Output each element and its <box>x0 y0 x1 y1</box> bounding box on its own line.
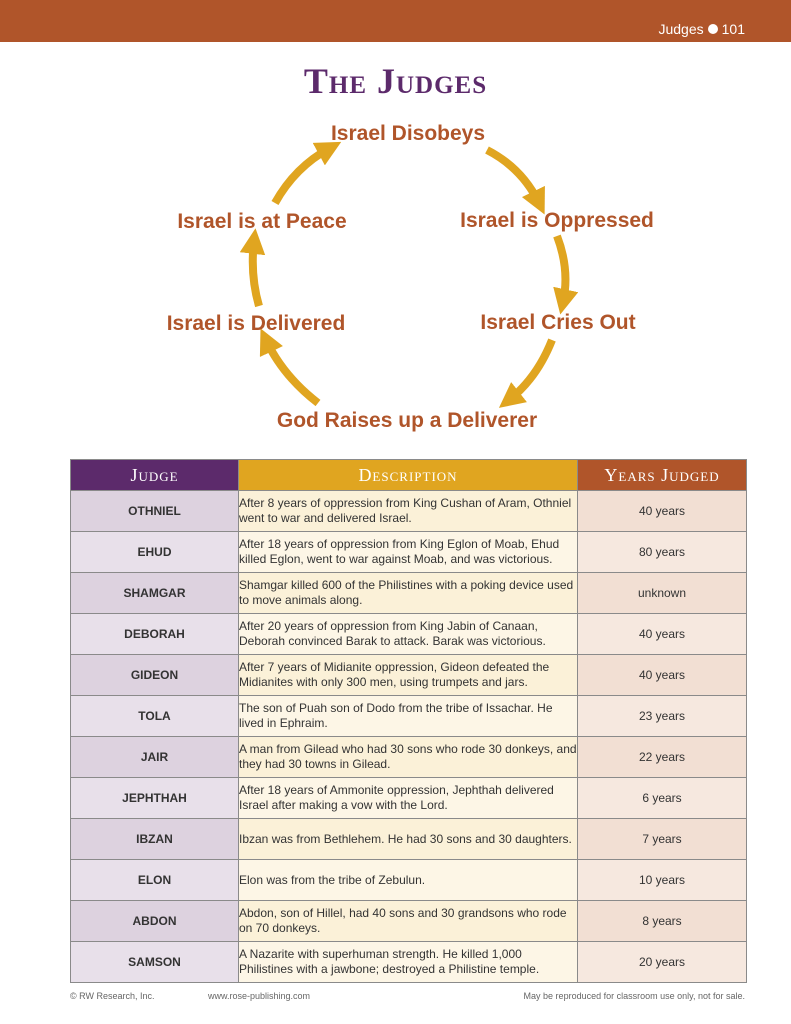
header-description: Description <box>239 460 578 491</box>
judge-name: GIDEON <box>71 655 239 696</box>
judge-description: After 18 years of oppression from King Eglon of Moab, Ehud killed Eglon, went to war against Moab, and was victorious. <box>239 532 578 573</box>
judge-description: A man from Gilead who had 30 sons who rode 30 donkeys, and they had 30 towns in Gilead. <box>239 737 578 778</box>
judge-years: unknown <box>578 573 747 614</box>
judge-years: 22 years <box>578 737 747 778</box>
judge-years: 23 years <box>578 696 747 737</box>
judge-name: OTHNIEL <box>71 491 239 532</box>
judge-years: 40 years <box>578 491 747 532</box>
judge-years: 8 years <box>578 901 747 942</box>
arrow-disobeys-to-oppressed <box>487 150 539 203</box>
table-row <box>71 573 747 614</box>
judge-description: A Nazarite with superhuman strength. He killed 1,000 Philistines with a jawbone; destroyed a Philistine temple. <box>239 942 578 983</box>
table-row <box>71 901 747 942</box>
judge-years: 20 years <box>578 942 747 983</box>
table-row <box>71 696 747 737</box>
table-row <box>71 860 747 901</box>
judge-name: ABDON <box>71 901 239 942</box>
judge-description: After 7 years of Midianite oppression, Gideon defeated the Midianites with only 300 men, using trumpets and jars. <box>239 655 578 696</box>
table-row <box>71 532 747 573</box>
page-title: The Judges <box>303 61 488 101</box>
judge-name: JEPHTHAH <box>71 778 239 819</box>
table-row <box>71 491 747 532</box>
judge-name: JAIR <box>71 737 239 778</box>
arrow-deliverer-to-delivered <box>266 340 318 403</box>
judge-description: After 8 years of oppression from King Cushan of Aram, Othniel went to war and delivered Israel. <box>239 491 578 532</box>
judge-name: IBZAN <box>71 819 239 860</box>
judge-years: 40 years <box>578 655 747 696</box>
cycle-step-delivered: Israel is Delivered <box>166 312 346 335</box>
judge-years: 10 years <box>578 860 747 901</box>
section-name: Judges <box>658 21 704 37</box>
judge-description: Abdon, son of Hillel, had 40 sons and 30 grandsons who rode on 70 donkeys. <box>239 901 578 942</box>
cycle-step-cries-out: Israel Cries Out <box>480 311 636 334</box>
judge-description: Ibzan was from Bethlehem. He had 30 sons and 30 daughters. <box>239 819 578 860</box>
header-years-judged: Years Judged <box>578 460 747 491</box>
footer-website[interactable]: www.rose-publishing.com <box>208 991 311 1001</box>
cycle-step-peace: Israel is at Peace <box>177 210 347 233</box>
judge-description: After 20 years of oppression from King Jabin of Canaan, Deborah convinced Barak to attack. Barak was victorious. <box>239 614 578 655</box>
arrow-delivered-to-peace <box>253 241 259 306</box>
judge-description: Shamgar killed 600 of the Philistines with a poking device used to move animals along. <box>239 573 578 614</box>
judge-name: EHUD <box>71 532 239 573</box>
judge-name: ELON <box>71 860 239 901</box>
arrow-peace-to-disobeys <box>275 148 330 203</box>
table-row <box>71 819 747 860</box>
judge-years: 80 years <box>578 532 747 573</box>
footer-copyright: © RW Research, Inc. <box>70 991 155 1001</box>
arrow-cries-out-to-deliverer <box>509 340 552 400</box>
judge-years: 6 years <box>578 778 747 819</box>
cycle-step-deliverer: God Raises up a Deliverer <box>276 409 538 432</box>
judge-name: TOLA <box>71 696 239 737</box>
cycle-step-disobeys: Israel Disobeys <box>330 122 486 145</box>
table-row <box>71 614 747 655</box>
footer-notice: May be reproduced for classroom use only, not for sale. <box>523 991 745 1001</box>
page-number: 101 <box>721 21 745 37</box>
judge-description: Elon was from the tribe of Zebulun. <box>239 860 578 901</box>
judge-description: After 18 years of Ammonite oppression, Jephthah delivered Israel after making a vow with the Lord. <box>239 778 578 819</box>
table-row <box>71 778 747 819</box>
header-judge: Judge <box>71 460 239 491</box>
judge-years: 40 years <box>578 614 747 655</box>
cycle-diagram <box>0 0 791 450</box>
judge-name: SAMSON <box>71 942 239 983</box>
judges-table <box>70 459 747 983</box>
judge-description: The son of Puah son of Dodo from the tribe of Issachar. He lived in Ephraim. <box>239 696 578 737</box>
judge-name: SHAMGAR <box>71 573 239 614</box>
table-row <box>71 737 747 778</box>
table-row <box>71 942 747 983</box>
arrow-oppressed-to-cries-out <box>557 236 565 302</box>
cycle-step-oppressed: Israel is Oppressed <box>460 209 654 232</box>
judge-years: 7 years <box>578 819 747 860</box>
judge-name: DEBORAH <box>71 614 239 655</box>
table-header-row <box>71 460 747 491</box>
table-row <box>71 655 747 696</box>
